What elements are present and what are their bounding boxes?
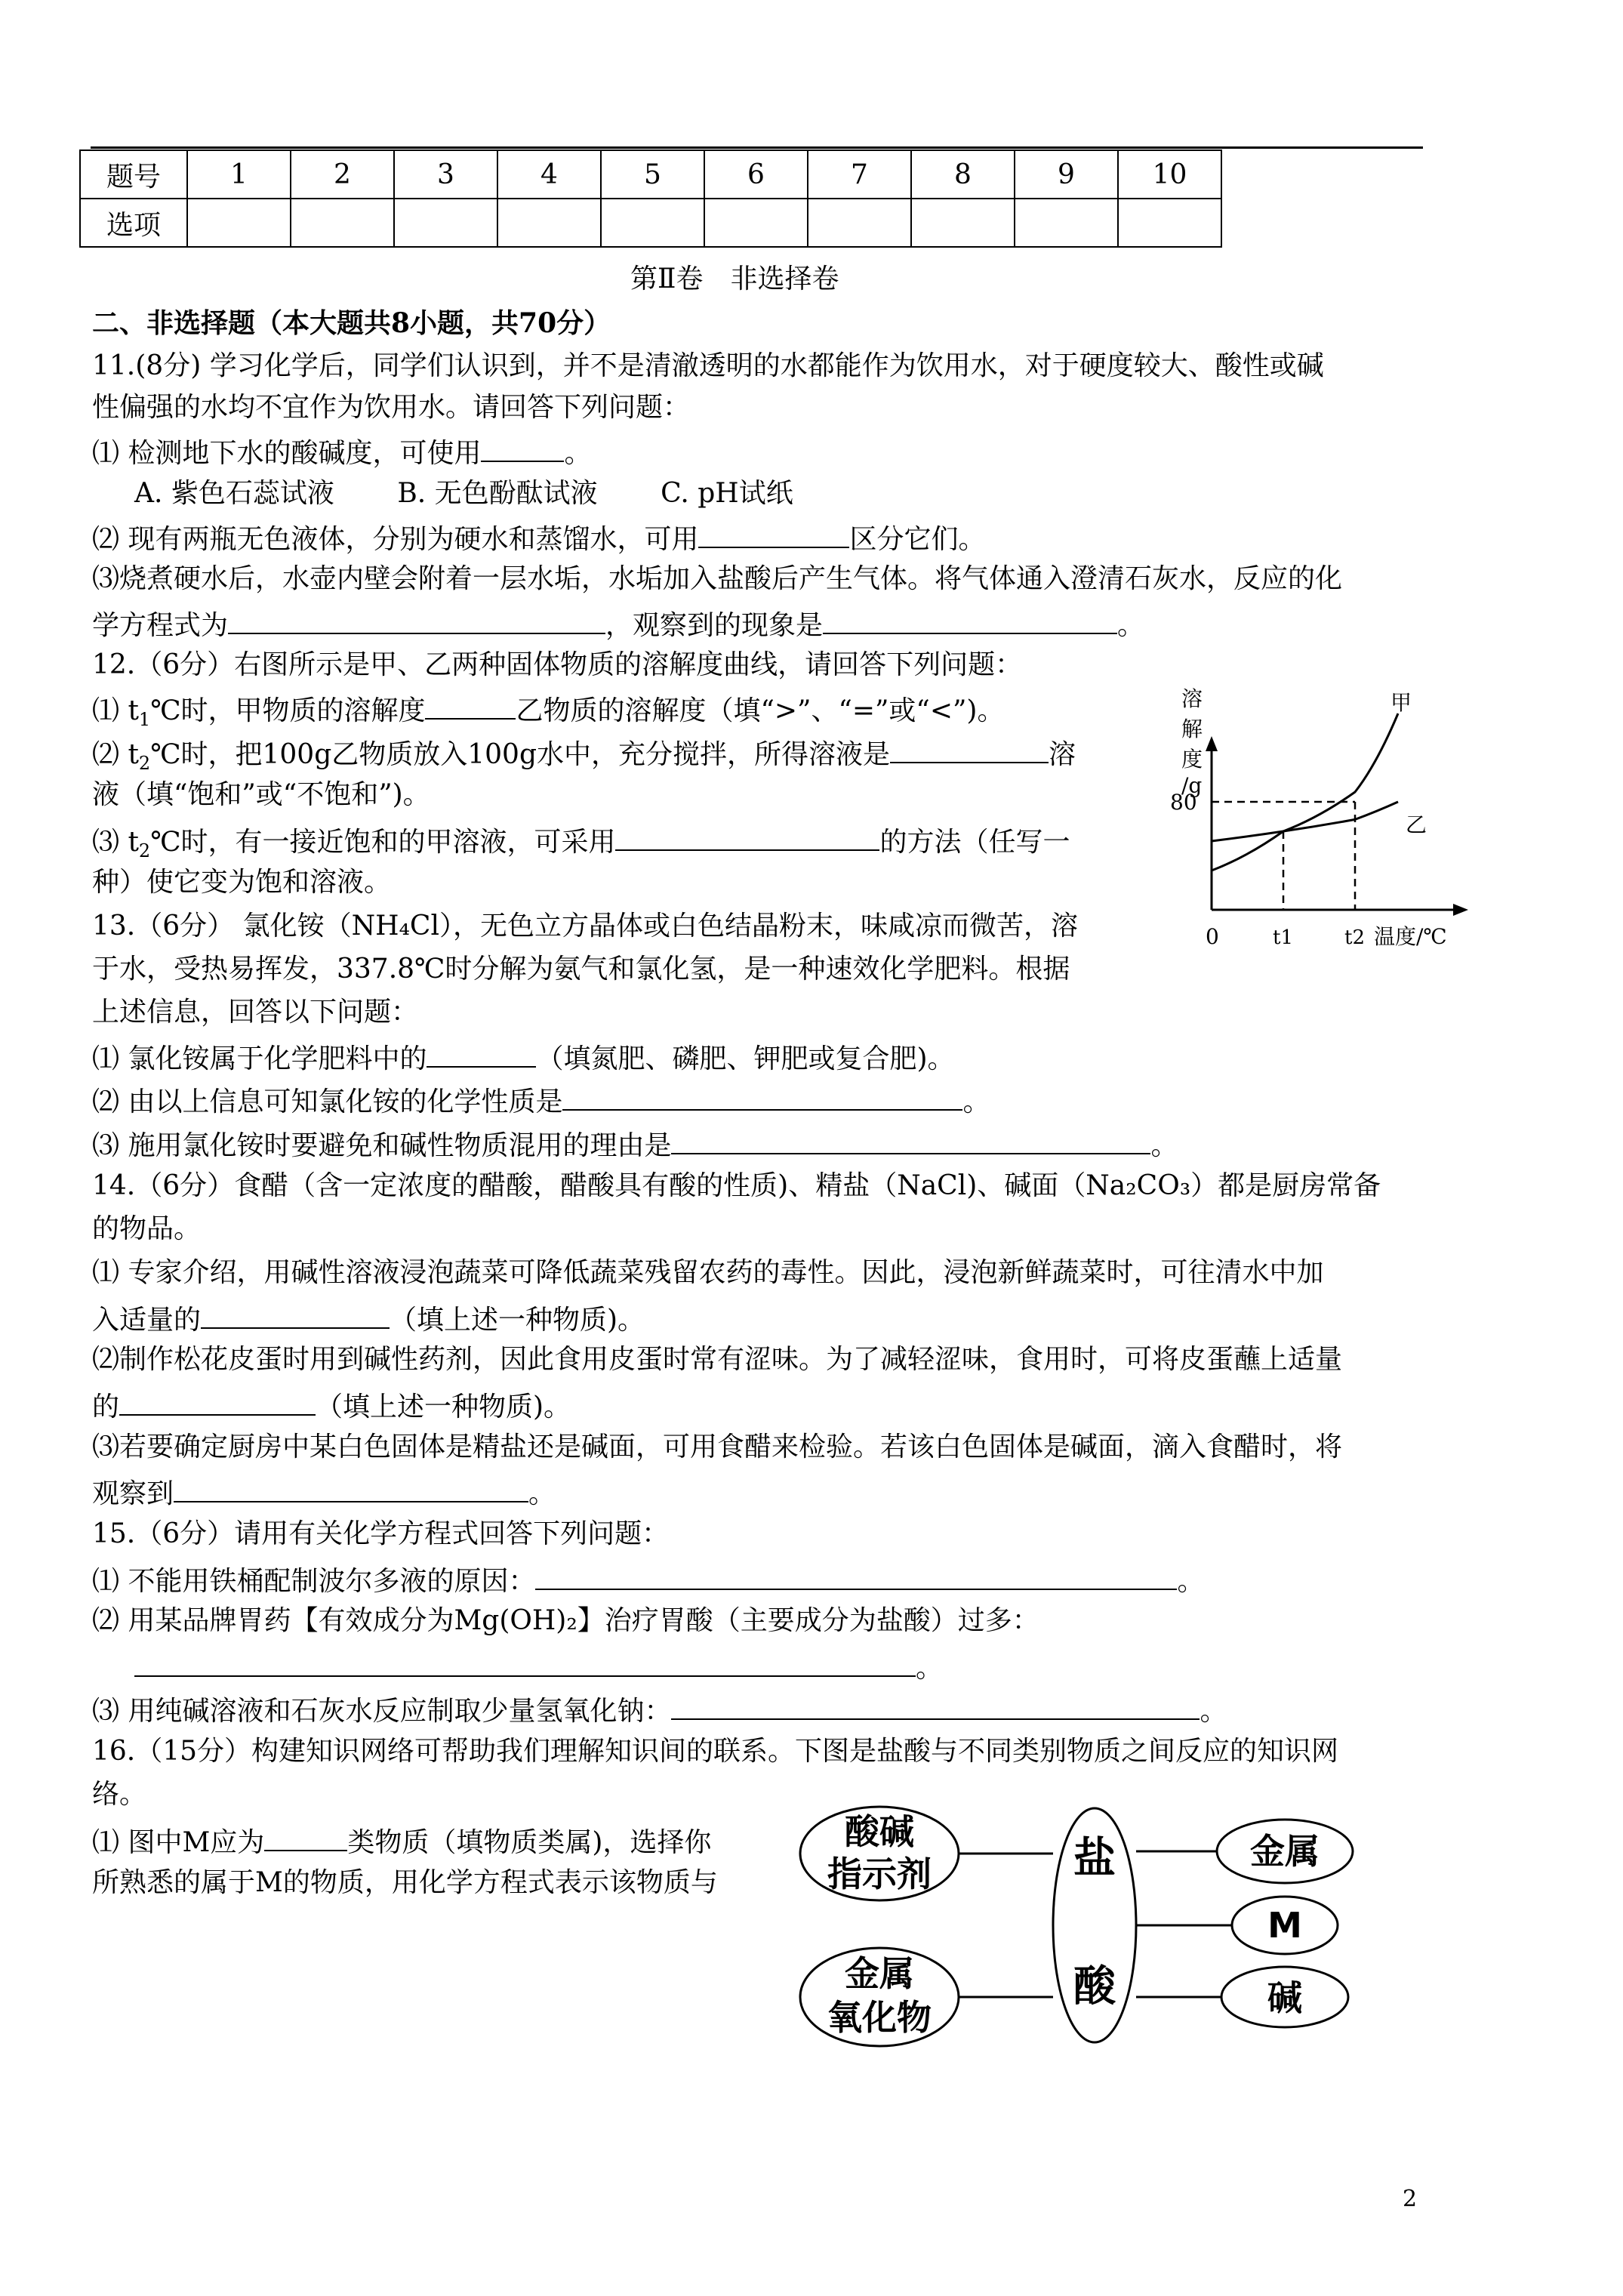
y-axis-label-char: 解 <box>1181 717 1203 741</box>
node-indicator-label: 酸碱 <box>845 1811 914 1852</box>
answer-cell[interactable] <box>497 199 601 247</box>
q16-p1-end: 类物质（填物质类属)，选择你 <box>347 1827 712 1858</box>
answer-blank[interactable] <box>671 1127 1150 1154</box>
answer-blank[interactable] <box>228 607 605 634</box>
q11-part-3b <box>92 607 1144 641</box>
q16-line-2: 络。 <box>92 1779 147 1810</box>
row-header-number: 题号 <box>80 150 187 199</box>
q11-intro-2: 性偏强的水均不宜作为饮用水。请回答下列问题： <box>92 392 691 423</box>
q13-part-1 <box>92 1040 955 1074</box>
q14-p1-end: （填上述一种物质)。 <box>390 1305 645 1336</box>
answer-blank[interactable] <box>535 1563 1177 1590</box>
q12-part-3b: 种）使它变为饱和溶液。 <box>92 867 392 898</box>
q15-p2-end: 。 <box>916 1653 944 1684</box>
answer-blank[interactable] <box>119 1388 316 1416</box>
answer-blank[interactable] <box>427 1040 536 1068</box>
q11-options: A. 紫色石蕊试液 B. 无色酚酞试液 C. pH试纸 <box>134 478 793 509</box>
row-header-option: 选项 <box>80 199 187 247</box>
q15-p1-end: 。 <box>1177 1566 1205 1597</box>
answer-blank[interactable] <box>562 1083 962 1111</box>
q12-p2-sub: 2 <box>138 753 151 775</box>
hydrochloric-acid-network <box>785 1797 1404 2061</box>
answer-blank[interactable] <box>698 521 849 548</box>
q11-part-2 <box>92 521 985 555</box>
q14-part-3b <box>92 1475 556 1509</box>
answer-blank[interactable] <box>201 1302 390 1329</box>
node-m-label: M <box>1267 1905 1302 1946</box>
section-title: 二、非选择题（本大题共8小题，共70分） <box>92 307 611 339</box>
answer-cell[interactable] <box>808 199 911 247</box>
q15-part-1 <box>92 1563 1204 1597</box>
q15-p3-end: 。 <box>1200 1696 1227 1727</box>
question-number-cell: 2 <box>291 150 394 199</box>
question-number-cell: 4 <box>497 150 601 199</box>
question-number-cell: 7 <box>808 150 911 199</box>
q14-part-1b <box>92 1302 645 1336</box>
series-label: 甲 <box>1390 690 1412 715</box>
answer-cell[interactable] <box>1118 199 1221 247</box>
node-indicator-label: 指示剂 <box>827 1854 932 1894</box>
answer-cell[interactable] <box>187 199 291 247</box>
q11-p1-end: 。 <box>564 438 592 469</box>
q13-line-3: 上述信息，回答以下问题： <box>92 997 419 1028</box>
q14-part-2b <box>92 1388 571 1422</box>
question-number-cell: 5 <box>601 150 704 199</box>
q14-p1-text: 入适量的 <box>92 1305 202 1336</box>
q15-part-2a: ⑵ 用某品牌胃药【有效成分为Mg(OH)₂】治疗胃酸（主要成分为盐酸）过多： <box>92 1605 1039 1636</box>
q16-part-1b: 所熟悉的属于M的物质，用化学方程式表示该物质与 <box>92 1867 718 1898</box>
q16-part-1 <box>92 1824 711 1858</box>
q14-part-2a: ⑵制作松花皮蛋时用到碱性药剂，因此食用皮蛋时常有涩味。为了减轻涩味，食用时，可将皮蛋蘸上适量 <box>92 1344 1343 1375</box>
node-acid-label: 酸 <box>1073 1962 1116 2011</box>
q12-p2-text: ⑵ t <box>92 739 139 770</box>
answer-blank[interactable] <box>481 435 564 462</box>
y-axis-label-char: /g <box>1181 773 1203 798</box>
answer-cell[interactable] <box>911 199 1015 247</box>
answer-blank[interactable] <box>890 736 1049 763</box>
question-number-cell: 8 <box>911 150 1015 199</box>
q11-p3-mid: ，观察到的现象是 <box>605 610 824 641</box>
q12-p3-sub: 2 <box>138 840 151 862</box>
q14-p2-text: 的 <box>92 1391 120 1422</box>
x-axis-label: 温度/℃ <box>1374 924 1447 948</box>
answer-cell[interactable] <box>1015 199 1118 247</box>
q13-p1-end: （填氮肥、磷肥、钾肥或复合肥)。 <box>536 1043 955 1074</box>
node-metal-label: 金属 <box>1250 1831 1320 1872</box>
q12-p1-sub: 1 <box>138 709 151 731</box>
q15-p3-text: ⑶ 用纯碱溶液和石灰水反应制取少量氢氧化钠： <box>92 1696 672 1727</box>
q12-part-3 <box>92 824 1070 866</box>
answer-table <box>79 149 1222 248</box>
answer-blank[interactable] <box>823 607 1117 634</box>
q14-p3-end: 。 <box>528 1478 556 1509</box>
q15-intro: 15.（6分）请用有关化学方程式回答下列问题： <box>92 1518 670 1549</box>
q12-p1-end: 乙物质的溶解度（填“>”、“=”或“<”)。 <box>516 695 1005 726</box>
answer-blank[interactable] <box>671 1693 1200 1720</box>
node-acid-label: 盐 <box>1073 1834 1116 1883</box>
q14-line-1: 14.（6分）食醋（含一定浓度的醋酸，醋酸具有酸的性质)、精盐（NaCl)、碱面（Na₂CO₃）都是厨房常备 <box>92 1170 1381 1201</box>
q11-p1-text: ⑴ 检测地下水的酸碱度，可使用 <box>92 438 482 469</box>
q12-p1-text: ⑴ t <box>92 695 139 726</box>
answer-cell[interactable] <box>394 199 497 247</box>
answer-blank[interactable] <box>264 1824 347 1851</box>
q14-part-1a: ⑴ 专家介绍，用碱性溶液浸泡蔬菜可降低蔬菜残留农药的毒性。因此，浸泡新鲜蔬菜时，可往清水中加 <box>92 1257 1324 1288</box>
q13-p1-text: ⑴ 氯化铵属于化学肥料中的 <box>92 1043 427 1074</box>
q13-p3-text: ⑶ 施用氯化铵时要避免和碱性物质混用的理由是 <box>92 1130 672 1161</box>
answer-blank[interactable] <box>615 824 879 851</box>
q11-p3-text: 学方程式为 <box>92 610 229 641</box>
q15-part-2b <box>134 1650 943 1684</box>
question-number-cell: 6 <box>704 150 808 199</box>
q12-p3-text-b: ℃时，有一接近饱和的甲溶液，可采用 <box>150 827 616 858</box>
x-tick-label: t2 <box>1344 926 1365 948</box>
page-number: 2 <box>1403 2186 1418 2212</box>
question-number-cell: 3 <box>394 150 497 199</box>
y-tick-label: 80 <box>1170 790 1197 815</box>
q13-line-1: 13.（6分） 氯化铵（NH₄Cl），无色立方晶体或白色结晶粉末，味咸凉而微苦，溶 <box>92 911 1078 942</box>
node-metal-oxide-label: 金属 <box>845 1953 914 1994</box>
q13-p2-end: 。 <box>962 1086 990 1117</box>
q13-part-2 <box>92 1083 990 1117</box>
q16-line-1: 16.（15分）构建知识网络可帮助我们理解知识间的联系。下图是盐酸与不同类别物质之间反应的知识网 <box>92 1736 1339 1767</box>
q12-intro: 12.（6分）右图所示是甲、乙两种固体物质的溶解度曲线，请回答下列问题： <box>92 649 1023 680</box>
q15-p1-text: ⑴ 不能用铁桶配制波尔多液的原因： <box>92 1566 536 1597</box>
q13-p2-text: ⑵ 由以上信息可知氯化铵的化学性质是 <box>92 1086 563 1117</box>
q12-p3-text: ⑶ t <box>92 827 139 858</box>
answer-cell[interactable] <box>601 199 704 247</box>
answer-cell[interactable] <box>291 199 394 247</box>
q11-intro-1: 11.(8分) 学习化学后，同学们认识到，并不是清澈透明的水都能作为饮用水，对于硬度较大、酸性或碱 <box>92 350 1324 381</box>
answer-blank[interactable] <box>134 1650 916 1677</box>
table-row <box>80 199 1221 247</box>
series-line-1 <box>1212 713 1398 871</box>
answer-blank[interactable] <box>174 1475 528 1502</box>
q14-p2-end: （填上述一种物质)。 <box>316 1391 571 1422</box>
part-title: 第Ⅱ卷 非选择卷 <box>630 264 839 294</box>
q11-p2-text: ⑵ 现有两瓶无色液体，分别为硬水和蒸馏水，可用 <box>92 524 699 555</box>
node-base-label: 碱 <box>1267 1977 1302 2018</box>
q12-part-1 <box>92 692 1004 735</box>
y-axis-label-char: 溶 <box>1181 686 1203 711</box>
y-axis-arrow <box>1206 736 1218 751</box>
q12-p2-end: 溶 <box>1049 739 1076 770</box>
q13-p3-end: 。 <box>1150 1130 1178 1161</box>
y-axis-label-char: 度 <box>1181 747 1203 772</box>
q12-p1-text-b: ℃时，甲物质的溶解度 <box>150 695 426 726</box>
node-metal-oxide-label: 氧化物 <box>827 1997 932 2038</box>
series-label: 乙 <box>1406 812 1427 837</box>
answer-blank[interactable] <box>425 692 516 720</box>
q11-p3-end: 。 <box>1117 610 1145 641</box>
q14-p3-text: 观察到 <box>92 1478 174 1509</box>
q14-part-3a: ⑶若要确定厨房中某白色固体是精盐还是碱面，可用食醋来检验。若该白色固体是碱面，滴入食醋时，将 <box>92 1432 1343 1462</box>
q15-part-3 <box>92 1693 1227 1727</box>
question-number-cell: 1 <box>187 150 291 199</box>
solubility-chart <box>1159 683 1476 948</box>
x-axis-arrow <box>1453 904 1468 916</box>
q11-p2-end: 区分它们。 <box>849 524 986 555</box>
q12-p2-text-b: ℃时，把100g乙物质放入100g水中，充分搅拌，所得溶液是 <box>150 739 890 770</box>
q12-part-2 <box>92 736 1076 778</box>
q13-part-3 <box>92 1127 1178 1161</box>
q11-part-1 <box>92 435 591 469</box>
question-number-cell: 10 <box>1118 150 1221 199</box>
question-number-cell: 9 <box>1015 150 1118 199</box>
header-rule <box>91 146 1423 149</box>
answer-cell[interactable] <box>704 199 808 247</box>
q11-part-3a: ⑶烧煮硬水后，水壶内壁会附着一层水垢，水垢加入盐酸后产生气体。将气体通入澄清石灰水，反应的化 <box>92 563 1343 594</box>
q16-p1-text: ⑴ 图中M应为 <box>92 1827 265 1858</box>
q14-line-2: 的物品。 <box>92 1213 202 1244</box>
origin-label: 0 <box>1206 924 1219 948</box>
table-row <box>80 150 1221 199</box>
x-tick-label: t1 <box>1273 926 1293 948</box>
q12-part-2b: 液（填“饱和”或“不饱和”)。 <box>92 779 430 810</box>
q13-line-2: 于水，受热易挥发，337.8℃时分解为氨气和氯化氢，是一种速效化学肥料。根据 <box>92 954 1070 985</box>
q12-p3-end: 的方法（任写一 <box>879 827 1070 858</box>
